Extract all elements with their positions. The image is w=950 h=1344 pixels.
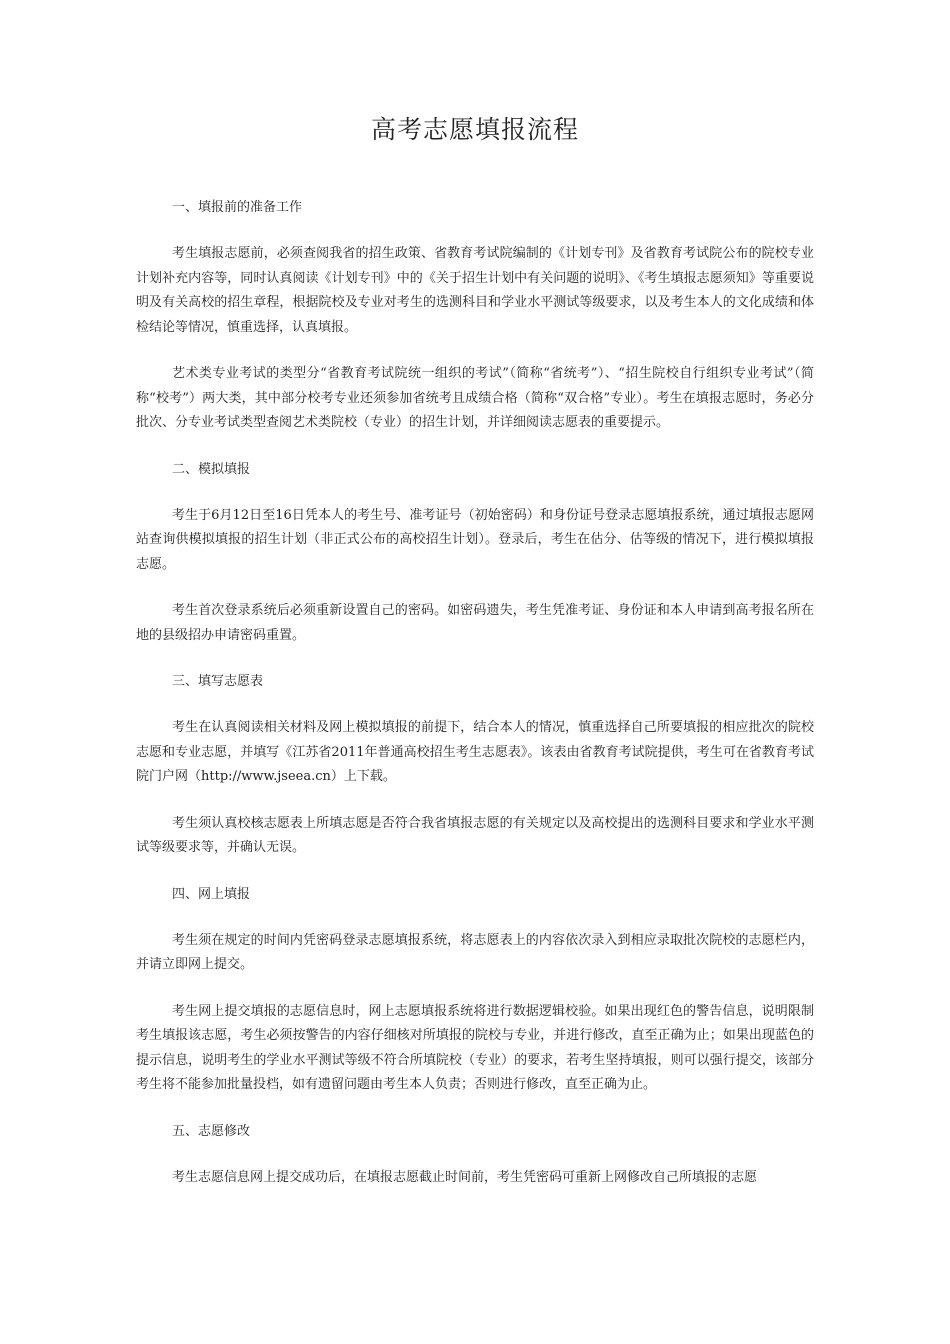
paragraph: 考生于6月12日至16日凭本人的考生号、准考证号（初始密码）和身份证号登录志愿填报系统，通过填报志愿网站查询供模拟填报的招生计划（非正式公布的高校招生计划）。登录后，考生在估分、估等级的情况下，进行模拟填报志愿。 — [136, 507, 814, 572]
document-page — [136, 112, 814, 1212]
section-heading: 一、填报前的准备工作 — [172, 200, 303, 215]
section-heading: 五、志愿修改 — [172, 1123, 251, 1139]
paragraph: 考生网上提交填报的志愿信息时，网上志愿填报系统将进行数据逻辑校验。如果出现红色的警告信息，说明限制考生填报该志愿，考生必须按警告的内容仔细核对所填报的院校与专业，并进行修改，直至正确为止；如果出现蓝色的提示信息，说明考生的学业水平测试等级不符合所填院校（专业）的要求，若考生坚持填报，则可以强行提交，该部分考生将不能参加批量投档，如有遗留问题由考生本人负责；否则进行修改，直至正确为止。 — [136, 1003, 814, 1092]
section-simulation — [136, 458, 814, 649]
paragraph: 艺术类专业考试的类型分“省教育考试院统一组织的考试”（简称“省统考”）、“招生院校自行组织专业考试”（简称“校考”）两大类，其中部分校考专业还须参加省统考且成绩合格（简称“双合格”专业）。考生在填报志愿时，务必分批次、分专业考试类型查阅艺术类院校（专业）的招生计划，并详细阅读志愿表的重要提示。 — [136, 366, 814, 430]
paragraph: 考生志愿信息网上提交成功后，在填报志愿截止时间前，考生凭密码可重新上网修改自己所填报的志愿 — [172, 1169, 758, 1185]
section-fill-form — [136, 670, 814, 861]
section-heading: 二、模拟填报 — [172, 461, 251, 477]
paragraph: 考生在认真阅读相关材料及网上模拟填报的前提下，结合本人的情况，慎重选择自己所要填报的相应批次的院校志愿和专业志愿，并填写《江苏省2011年普通高校招生考生志愿表》。该表由省教育考试院提供，考生可在省教育考试院门户网（http://www.jseea.cn）上下载。 — [136, 720, 814, 784]
document-title: 高考志愿填报流程 — [370, 115, 579, 144]
paragraph: 考生填报志愿前，必须查阅我省的招生政策、省教育考试院编制的《计划专刊》及省教育考试院公布的院校专业计划补充内容等，同时认真阅读《计划专刊》中的《关于招生计划中有关问题的说明》、《考生填报志愿须知》等重要说明及有关高校的招生章程，根据院校及专业对考生的选测科目和学业水平测试等级要求，以及考生本人的文化成绩和体检结论等情况，慎重选择，认真填报。 — [136, 246, 814, 335]
section-heading: 三、填写志愿表 — [172, 674, 264, 689]
section-preparation — [136, 196, 814, 436]
paragraph: 考生首次登录系统后必须重新设置自己的密码。如密码遗失，考生凭准考证、身份证和本人申请到高考报名所在地的县级招办申请密码重置。 — [136, 603, 814, 643]
paragraph: 考生须认真校核志愿表上所填志愿是否符合我省填报志愿的有关规定以及高校提出的选测科目要求和学业水平测试等级要求等，并确认无误。 — [136, 815, 814, 855]
section-modify — [136, 1120, 814, 1191]
paragraph: 考生须在规定的时间内凭密码登录志愿填报系统，将志愿表上的内容依次录入到相应录取批次院校的志愿栏内，并请立即网上提交。 — [136, 932, 814, 972]
section-heading: 四、网上填报 — [172, 886, 251, 902]
section-online-submit — [136, 883, 814, 1098]
